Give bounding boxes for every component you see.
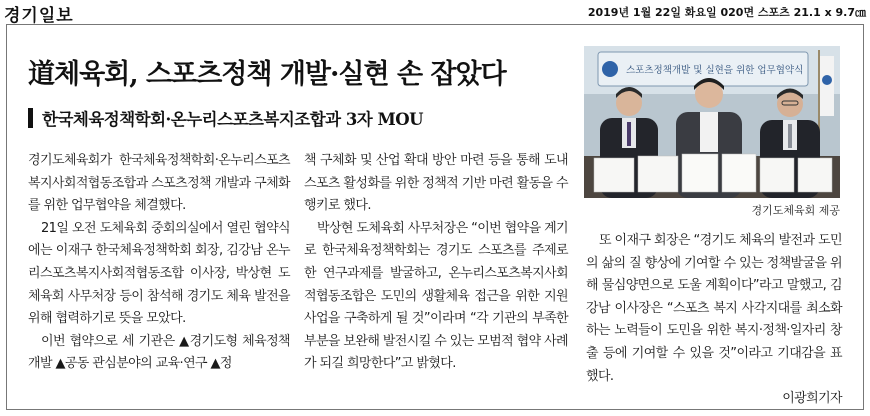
edition-info: 2019년 1월 22일 화요일 020면 스포츠 21.1 x 9.7㎝ — [587, 6, 866, 19]
article-column-2 — [304, 150, 568, 376]
article-headline: 道체육회, 스포츠정책 개발·실현 손 잡았다 — [28, 59, 506, 90]
paragraph-2: 21일 오전 도체육회 중회의실에서 열린 협약식에는 이재구 한국체육정책학회 회장, 김강남 온누리스포츠복지사회적협동조합 이사장, 박상현 도체육회 사무처장 등이 참석해 경기도 체육 발전을 위해 협력하기로 뜻을 모았다. — [28, 220, 290, 327]
article-column-1 — [28, 150, 290, 376]
byline: 이광희기자 — [782, 391, 842, 407]
photo-banner-text: 스포츠정책개발 및 실현을 위한 업무협약식 — [626, 65, 804, 76]
mou-ceremony-photo — [584, 46, 840, 198]
article-column-3 — [586, 230, 842, 411]
paragraph-1: 경기도체육회가 한국체육정책학회·온누리스포츠복지사회적협동조합과 스포츠정책 개발과 구체화를 위한 업무협약을 체결했다. — [28, 153, 290, 214]
paragraph-5: 또 이재구 회장은 “경기도 체육의 발전과 도민의 삶의 질 향상에 기여할 수 있는 정책발굴을 위해 물심양면으로 도울 계획이다”라고 말했고, 김강남 이사장은 “스포츠 복지 사각지대를 최소화하는 노력들이 도민을 위한 복지·정책·일자리 창출 등에 기여할 수 있을 것”이라고 기대감을 표했다. — [586, 233, 842, 384]
paragraph-3-end: 책 구체화 및 산업 확대 방안 마련 등을 통해 도내 스포츠 활성화를 위한 정책적 기반 마련 활동을 수행키로 했다. — [304, 153, 568, 214]
article-subhead: 한국체육정책학회·온누리스포츠복지조합과 3자 MOU — [42, 110, 424, 129]
photo-caption: 경기도체육회 제공 — [751, 204, 840, 217]
masthead — [0, 0, 870, 26]
photo-illustration — [584, 46, 840, 198]
paragraph-4: 박상현 도체육회 사무처장은 “이번 협약을 계기로 한국체육정책학회는 경기도 스포츠를 주제로 한 연구과제를 발굴하고, 온누리스포츠복지사회적협동조합은 도민의 생활체육 접근을 위한 지원사업을 구축하게 될 것”이라며 “각 기관의 부족한 부분을 보완해 발전시킬 수 있는 모범적 협약 사례가 되길 희망한다”고 밝혔다. — [304, 220, 568, 372]
subhead-marker — [28, 108, 33, 128]
paragraph-3-start: 이번 협약으로 세 기관은 ▲경기도형 체육정책 개발 ▲공동 관심분야의 교육·연구 ▲정 — [28, 333, 290, 372]
newspaper-name: 경기일보 — [4, 6, 74, 26]
